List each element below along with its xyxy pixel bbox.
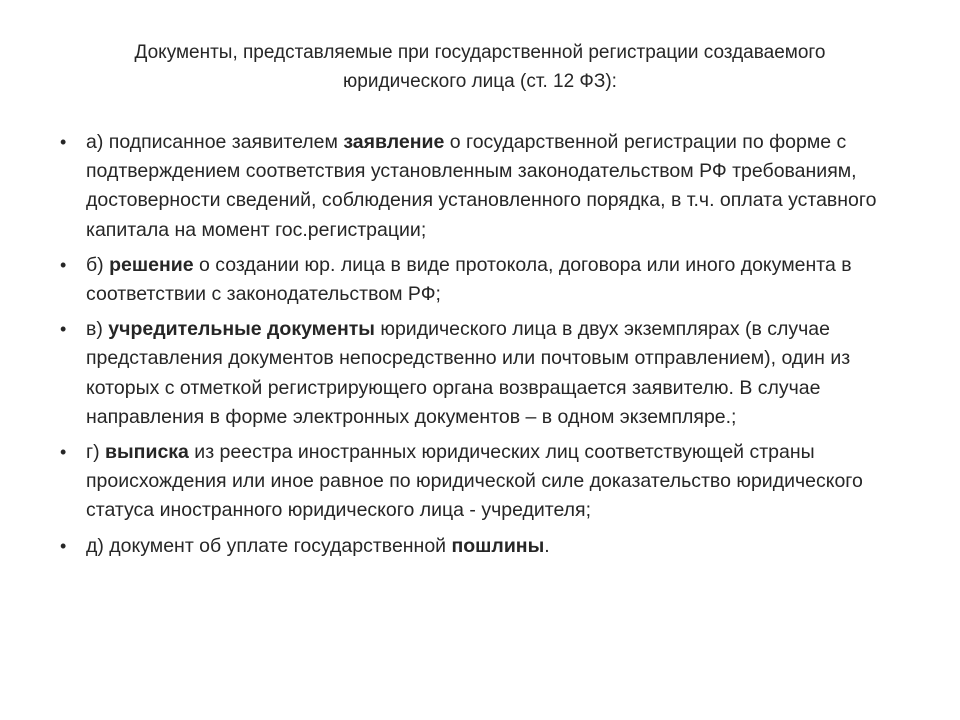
item-text-before: а) подписанное заявителем [86,131,344,153]
item-text-bold: решение [109,253,194,276]
bullet-list [60,128,900,567]
bullet-item-v [60,315,900,432]
bullet-item-b [60,251,900,309]
slide-title [70,38,890,96]
slide-title-line-2: юридического лица (ст. 12 ФЗ): [343,71,617,92]
item-text-bold: пошлины [451,534,545,557]
bullet-icon: • [60,319,67,340]
bullet-icon: • [60,254,67,275]
item-text-before: б) [86,253,110,276]
bullet-item-d [60,532,900,561]
item-text-after: из реестра иностранных юридических лиц соответствующей страны происхождения или иное равное по юридической силе доказательство юридического статуса иностранного юридического лица - учредителя; [86,441,863,522]
item-text-after: . [544,534,550,557]
bullet-icon: • [60,132,67,152]
item-text-bold: учредительные документы [108,318,375,341]
bullet-item-g [60,438,900,526]
item-text-before: д) документ об уплате государственной [86,534,452,557]
item-text-after: о создании юр. лица в виде протокола, договора или иного документа в соответствии с законодательством РФ; [86,253,852,306]
bullet-icon: • [60,442,67,463]
slide-title-line-1: Документы, представляемые при государственной регистрации создаваемого [134,42,826,63]
item-text-before: г) [86,441,106,464]
bullet-item-a [60,128,900,245]
item-text-after: о государственной регистрации по форме с подтверждением соответствия установленным законодательством РФ требованиям, достоверности сведений, соблюдения установленного порядка, в т.ч. оплата уставного капитала на момент гос.регистрации; [86,131,877,241]
item-text-bold: заявление [343,131,445,153]
item-text-before: в) [86,318,109,341]
item-text-bold: выписка [105,441,189,464]
bullet-icon: • [60,535,67,556]
item-text-after: юридического лица в двух экземплярах (в случае представления документов непосредственно или почтовым отправлением), один из которых с отметкой регистрирующего органа возвращается заявителю. В случае направления в форме электронных документов – в одном экземпляре.; [86,318,851,428]
